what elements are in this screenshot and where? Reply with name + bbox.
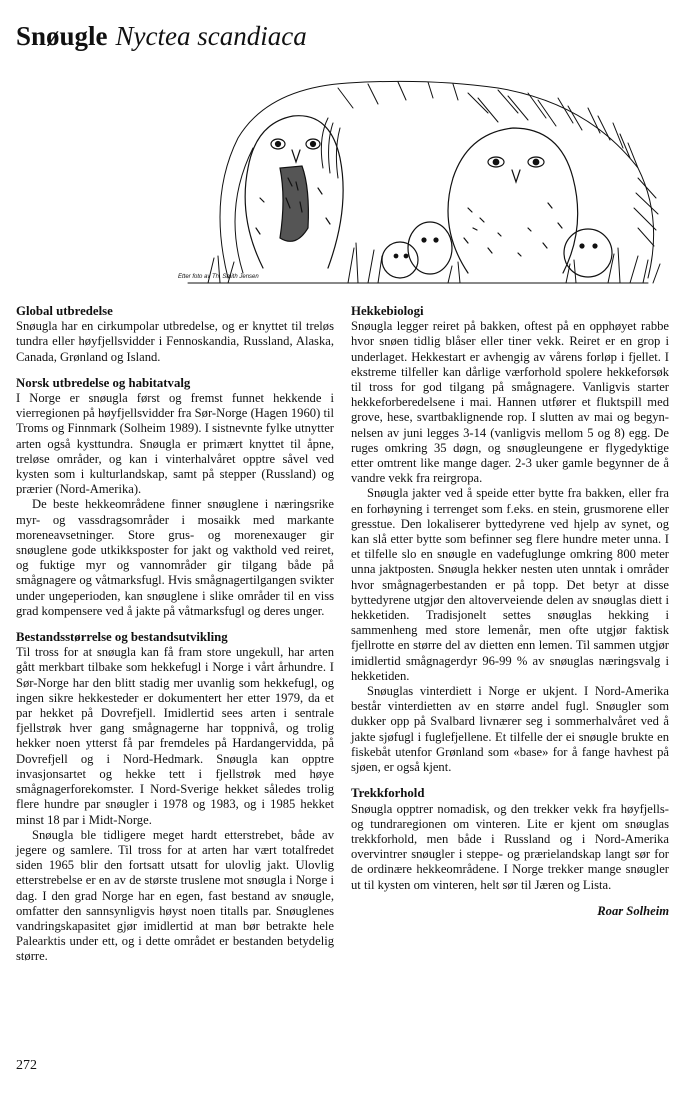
latin-name: Nyctea scandiaca bbox=[115, 21, 307, 51]
section-heading: Global utbredelse bbox=[16, 304, 113, 318]
paragraph: I Norge er snøugla først og fremst funnet hekkende i vierregionen på høyfjellsvidder fra Sør-Norge (Hagen 1960) til Troms og Finnmark (Solheim 1989). I sistnevnte fylke utnytter arten også kysttundra. Snøugla er primært knyttet til åpne, treløse områder, og kan i vinterhalvåret opptre såvel ved kysten som i kulturlandskap, samt på stepper (Russland) og prærier (Nord-Amerika). bbox=[16, 391, 334, 497]
owl-chicks bbox=[382, 222, 612, 278]
snowy-owl-illustration bbox=[168, 78, 666, 288]
section-global-distribution bbox=[16, 304, 334, 365]
left-column bbox=[16, 304, 334, 976]
section-breeding-biology bbox=[351, 304, 669, 775]
paragraph: Snøugla jakter ved å speide etter bytte fra bakken, eller fra en forhøyning i terrenget som f.eks. en stein, grusmorene eller gresstue. Den lokaliserer byttedyrene ved hjelp av synet, og kan slå etter bytte som befinner seg flere hundre meter unna. I et tilfelle slo en snøugle en vadefuglunge omkring 800 meter unna jaktposten. Snøugla hekker nesten uten unntak i områder hvor smågnagerbestanden er på topp. Det betyr at disse byttedyrene utgjør den altoverveiende delen av snøuglas diett i hekketiden. Tradisjonelt settes snøuglas hekking i sammenheng med store lemenår, men ofte utgjør faktisk fjellrotte en større del av dietten enn lemen. Til sammen utgjør imidlertid smågnagerdyr 96-99 % av snøuglas næringsvalg i hekketiden. bbox=[351, 486, 669, 683]
section-migration bbox=[351, 786, 669, 892]
section-heading: Trekkforhold bbox=[351, 786, 425, 801]
paragraph: Snøugla har en cirkumpolar utbredelse, og er knyttet til treløs tundra eller høyfjellsvidder i Fennoskandia, Russland, Alaska, Canada, Grønland og Island. bbox=[16, 319, 334, 364]
paragraph: Snøugla opptrer nomadisk, og den trekker vekk fra høyfjells- og tundraregionen om vinteren. Lite er kjent om snøuglas trekkforhold, men både i Russland og i Nord-Amerika overvintrer snøugler i steppe- og prærielandskap langt sør for de ordinære hekkeområdene. I Norge trekker mange snøugler ut til kysten om vinteren, helt sør til Jæren og Lista. bbox=[351, 801, 669, 892]
adult-owl-left bbox=[245, 116, 343, 268]
author-signature: Roar Solheim bbox=[597, 903, 669, 918]
paragraph: De beste hekkeområdene finner snøuglene i næringsrike myr- og vassdragsområder i mosaikk med markante moreneavsetninger. Store grus- og moreneхauger gir snøuglene gode utkikksposter for jakt og vakthold ved reiret, og fuktige myr og vannområder gir tilgang både på smågnagere og våtmarksfugl. Hvis smågnagertilgangen svikter under ungeperioden, kan snøuglene i slike områder til en viss grad kompensere ved å jakte på våtmarksfugl og deres unger. bbox=[16, 497, 334, 618]
illustration-credit: Etter foto av Th. Smith Jensen bbox=[178, 274, 259, 280]
section-population-size bbox=[16, 630, 334, 964]
paragraph: Snøugla ble tidligere meget hardt etterstrebet, både av jegere og samlere. Til tross for at arten har vært totalfredet siden 1965 blir den fortsatt utsatt for ulovlig jakt. Ulovlig etterstrebelse er en av de største truslene mot snøugla i Norge i dag. I den grad Norge har en egen, fast bestand av snøugle, omfatter den sannsynligvis høyst noen titalls par. Snøuglenes vandringskapasitet gjør imidlertid at man bør betrakte hele Palearktis under ett, og i dette området er bestanden betydelig større. bbox=[16, 827, 334, 964]
species-title bbox=[16, 20, 307, 52]
section-heading: Hekkebiologi bbox=[351, 304, 424, 318]
section-heading: Norsk utbredelse og habitatvalg bbox=[16, 375, 191, 390]
section-heading: Bestandsstørrelse og bestandsutvikling bbox=[16, 630, 228, 645]
paragraph: Snøugla legger reiret på bakken, oftest på en opphøyet rabbe hvor snøen tidlig blåser eller tiner vekk. Reiret er en grop i underlaget. Hekkestart er avhengig av vårens forløp i fjellet. I ekstreme tilfeller kan dårlige værforhold spolere hekkeforsøk til tross for god tilgang på smågnagere. Vanligvis starter hekkeforberedelsene i mai. Hannen utfører et fluktspill med grove, hese, svartbaklignende rop. I slutten av mai og begyn-nelsen av juni legges 3-14 (vanligvis mellom 5 og 8) egg. De ruges omkring 35 døgn, og snøugleungene er flygedyktige etter omtrent like mange dager. 2-3 uker gamle begynner de å vandre vekk fra reirgropa. bbox=[351, 319, 669, 486]
paragraph: Snøuglas vinterdiett i Norge er ukjent. I Nord-Amerika består vinterdietten av en større andel fugl. Snøugler som dukker opp på Svalbard livnærer seg i sommerhalvåret ved å jakte sjøfugl i fuglefjellene. Et tilfelle der ei snøugle brukte en fiskebåt utenfor Grønland som «base» for å fange havhest på sjøen, er også kjent. bbox=[351, 684, 669, 775]
common-name: Snøugle bbox=[16, 21, 108, 51]
section-norwegian-distribution bbox=[16, 376, 334, 619]
right-column bbox=[351, 304, 669, 919]
page-number: 272 bbox=[16, 1058, 37, 1073]
adult-owl-right bbox=[448, 128, 578, 273]
paragraph: Til tross for at snøugla kan få fram store ungekull, har arten gått merkbart tilbake som hekkefugl i Norge i vårt århundre. I Sør-Norge har den blitt stadig mer uvanlig som hekkefugl, og ingen sikre hekkesteder er dokumentert her etter 1979, da et par hekket på Dovrefjell. Imidlertid sees arten i sentrale fjellstrøk hver gang smågnagerne har toppnivå, og trolig hekker noen ytterst få par fremdeles på Hardangervidda, på Dovrefjell og i Nord-Hedmark. Snøugla kan opptre invasjonsartet og hekke tett i fjellstrøk med høye smågnagerforekomster. I Nord-Sverige hekket således trolig flere hundre par snøugler i 1978 og 1983, og i 1985 hekket minst 18 par i Midt-Norge. bbox=[16, 645, 334, 827]
